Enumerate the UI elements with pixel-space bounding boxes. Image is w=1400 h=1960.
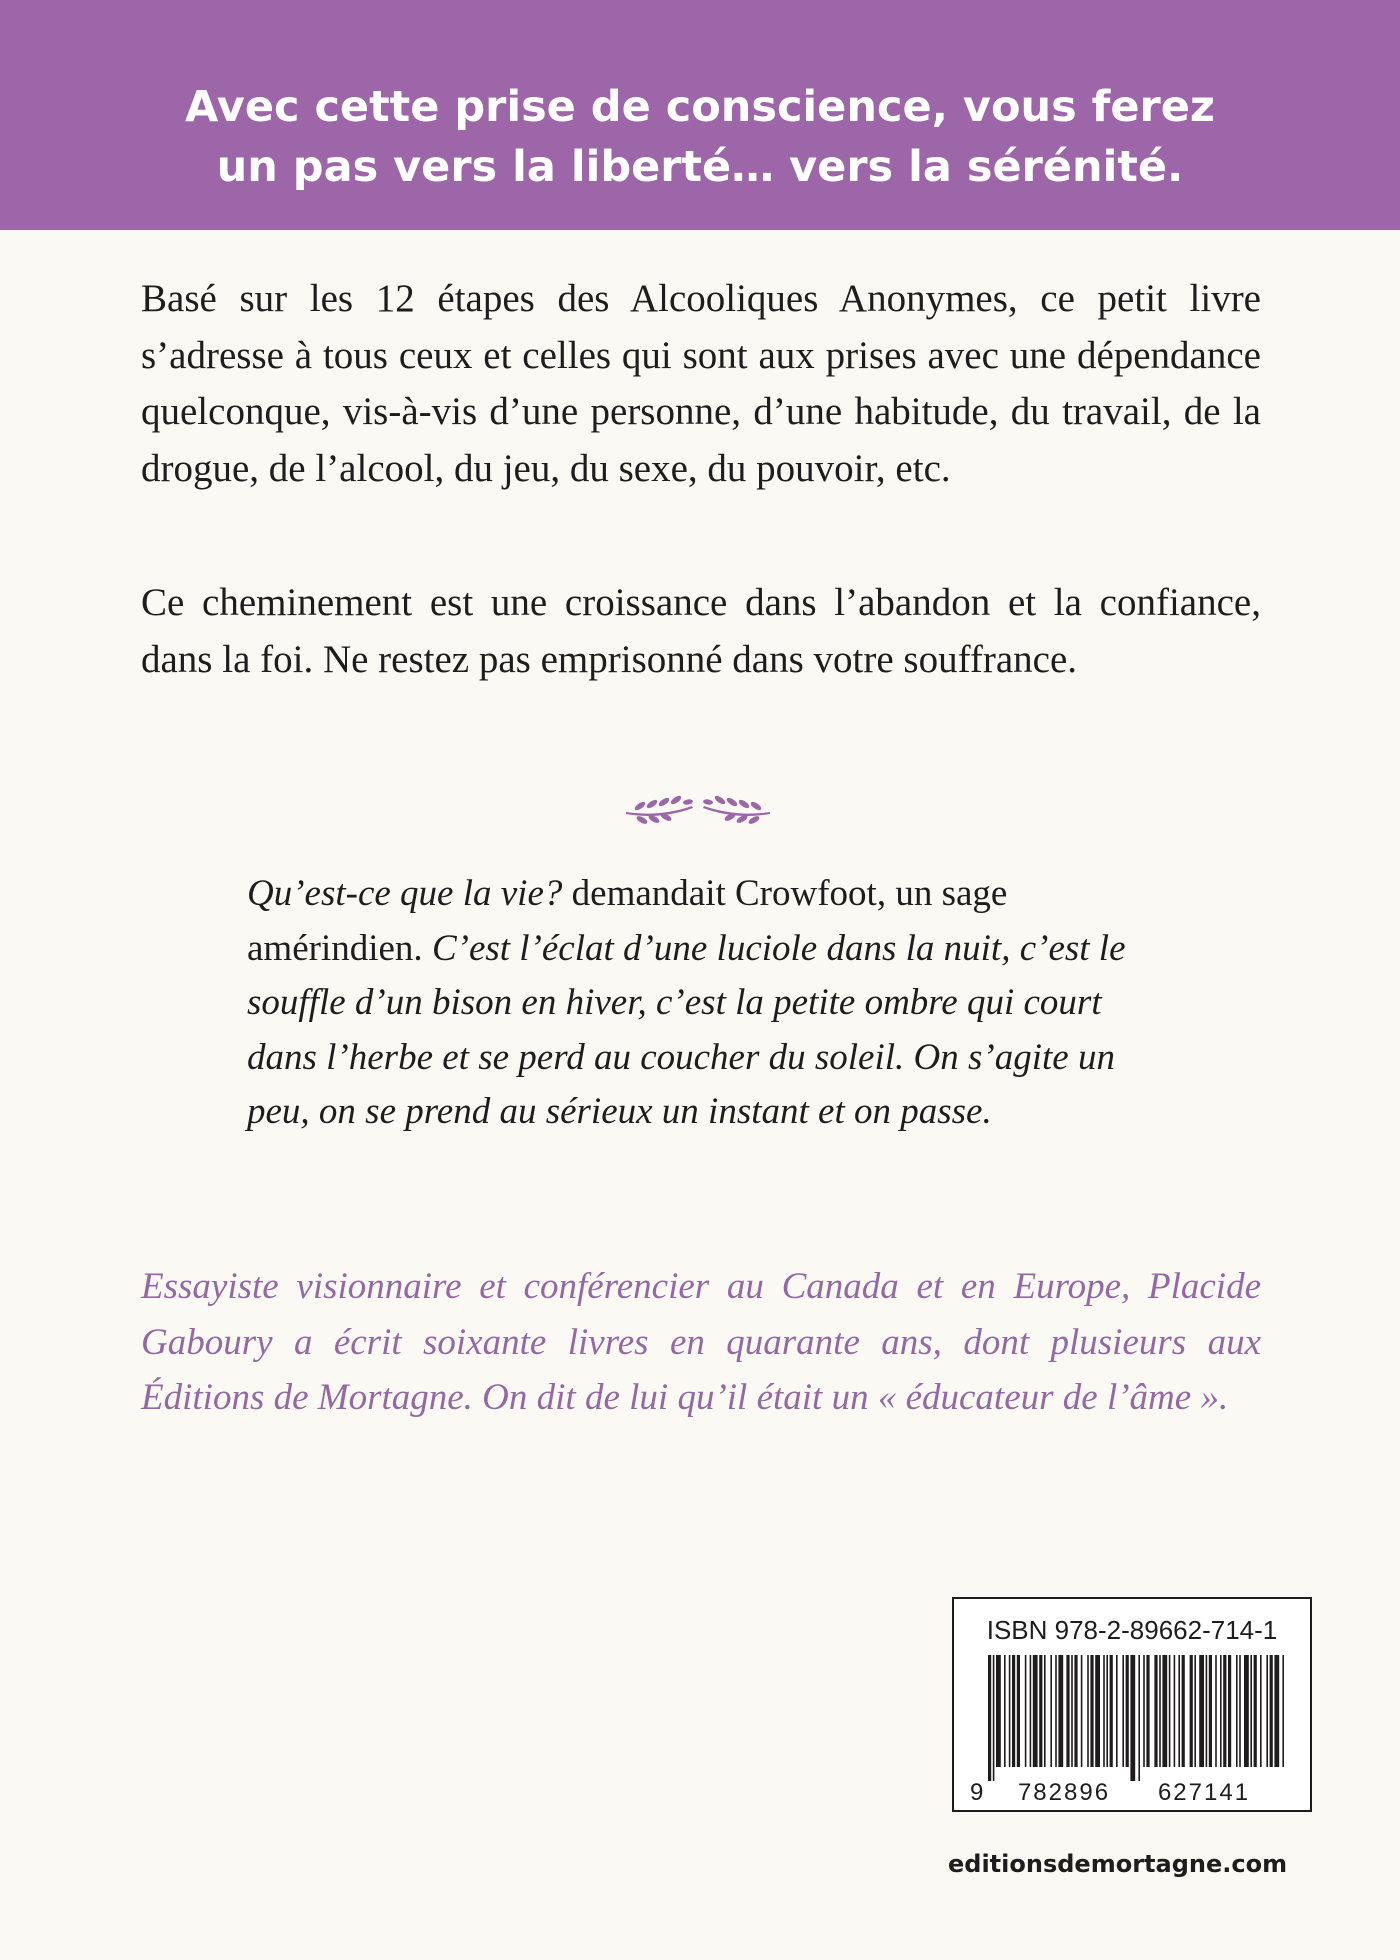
barcode-bar [1071, 1655, 1073, 1767]
barcode-bar [1106, 1655, 1108, 1767]
barcode-bar [993, 1655, 995, 1781]
barcode-bar [1169, 1655, 1171, 1767]
barcode-bar [1223, 1655, 1226, 1767]
barcode-bar [1030, 1655, 1032, 1767]
barcode-bar [1143, 1655, 1145, 1767]
barcode-right-digits: 627141 [1157, 1779, 1251, 1805]
barcode-bar [1236, 1655, 1238, 1767]
barcode-bar [1254, 1655, 1257, 1767]
barcode-bar [1250, 1655, 1252, 1767]
barcode-bar [1206, 1655, 1208, 1767]
quote-answer: C’est l’éclat d’une luciole dans la nuit, c’est le souffle d’un bison en hiver, c’est la petite ombre qui court dans l’herbe et se perd au coucher du soleil. On s’agite un peu, on se prend au sérieux un instant et on passe. [247, 927, 1126, 1132]
description-paragraph-1: Basé sur les 12 étapes des Alcooliques Anonymes, ce petit livre s’adresse à tous ceux et celles qui sont aux prises avec une dépendance quelconque, vis-à-vis d’une personne, d’une habitude, du travail, de la drogue, de l’alcool, du jeu, du sexe, du pouvoir, etc. [141, 277, 1261, 490]
barcode-bar [1260, 1655, 1262, 1767]
barcode-bar [1012, 1655, 1015, 1767]
publisher-website[interactable]: editionsdemortagne.com [948, 1850, 1288, 1878]
barcode-bar [1146, 1655, 1149, 1767]
barcode-bar [1009, 1655, 1011, 1767]
barcode-bar [988, 1655, 991, 1781]
barcode-bar [1081, 1655, 1083, 1767]
barcode-bar [1103, 1655, 1105, 1767]
isbn-label: ISBN 978-2-89662-714-1 [986, 1615, 1278, 1645]
barcode-bar [996, 1655, 1001, 1767]
barcode-bar [1095, 1655, 1100, 1767]
quote-question: Qu’est-ce que la vie? [247, 873, 563, 914]
barcode-bar [1090, 1655, 1093, 1767]
barcode-bar [1110, 1655, 1113, 1767]
barcode-bar [1066, 1655, 1069, 1767]
barcode-bar [1017, 1655, 1020, 1767]
barcode-bar [1154, 1655, 1157, 1767]
barcode-bar [1215, 1655, 1217, 1767]
barcode-bar [1122, 1655, 1124, 1767]
headline-line-2: un pas vers la liberté… vers la sérénité. [216, 142, 1184, 192]
barcode-bar [1055, 1655, 1057, 1767]
barcode-bar [1044, 1655, 1046, 1767]
barcode-bar [1244, 1655, 1249, 1767]
barcode-bar [1058, 1655, 1063, 1767]
description-paragraph-2: Ce cheminement est une croissance dans l’abandon et la confiance, dans la foi. Ne restez pas emprisonné dans votre souffrance. [141, 581, 1261, 681]
headline-banner [0, 0, 1400, 230]
barcode-bar [1004, 1655, 1006, 1767]
crowfoot-quote [247, 867, 1167, 1140]
barcode-bar [1116, 1655, 1118, 1767]
barcode-left-digits: 782896 [1017, 1779, 1111, 1805]
barcode-bar [1182, 1655, 1185, 1767]
barcode-bar [1074, 1655, 1077, 1767]
barcode-bar [1274, 1655, 1279, 1767]
barcode-bar [1025, 1655, 1027, 1767]
barcode-bar [1050, 1655, 1052, 1767]
barcode-bar [1159, 1655, 1161, 1767]
barcode-bar [1209, 1655, 1212, 1767]
barcode-bar [1126, 1655, 1129, 1767]
barcode-bar [1199, 1655, 1204, 1767]
barcode-bar [1130, 1655, 1135, 1781]
barcode-bar [1282, 1655, 1284, 1767]
quote-attribution: demandait Crowfoot, un sage amérindien. [247, 873, 1008, 969]
barcode-bar [1087, 1655, 1089, 1767]
barcode-bar [1174, 1655, 1176, 1767]
barcode-first-digit: 9 [970, 1779, 984, 1805]
laurel-branches-icon [622, 786, 774, 830]
barcode-bar [1033, 1655, 1038, 1767]
barcode-bar [1270, 1655, 1273, 1767]
barcode-bar [1228, 1655, 1231, 1767]
headline-line-1: Avec cette prise de conscience, vous ferez [185, 82, 1215, 132]
barcode-bar [1138, 1655, 1140, 1781]
barcode-bar [1162, 1655, 1167, 1767]
barcode-bar [1194, 1655, 1196, 1767]
barcode-bar [1190, 1655, 1193, 1767]
barcode-bar [1239, 1655, 1241, 1767]
barcode-image [968, 1655, 1298, 1805]
barcode-bar [1266, 1655, 1268, 1767]
barcode-bar [1220, 1655, 1222, 1767]
barcode-bar [1039, 1655, 1042, 1767]
author-bio: Essayiste visionnaire et conférencier au Canada et en Europe, Placide Gaboury a écrit soixante livres en quarante ans, dont plusieurs aux Éditions de Mortagne. On dit de lui qu’il était un « éducateur de l’âme ». [141, 1266, 1261, 1418]
barcode-bar [1178, 1655, 1180, 1767]
isbn-barcode [952, 1597, 1312, 1812]
